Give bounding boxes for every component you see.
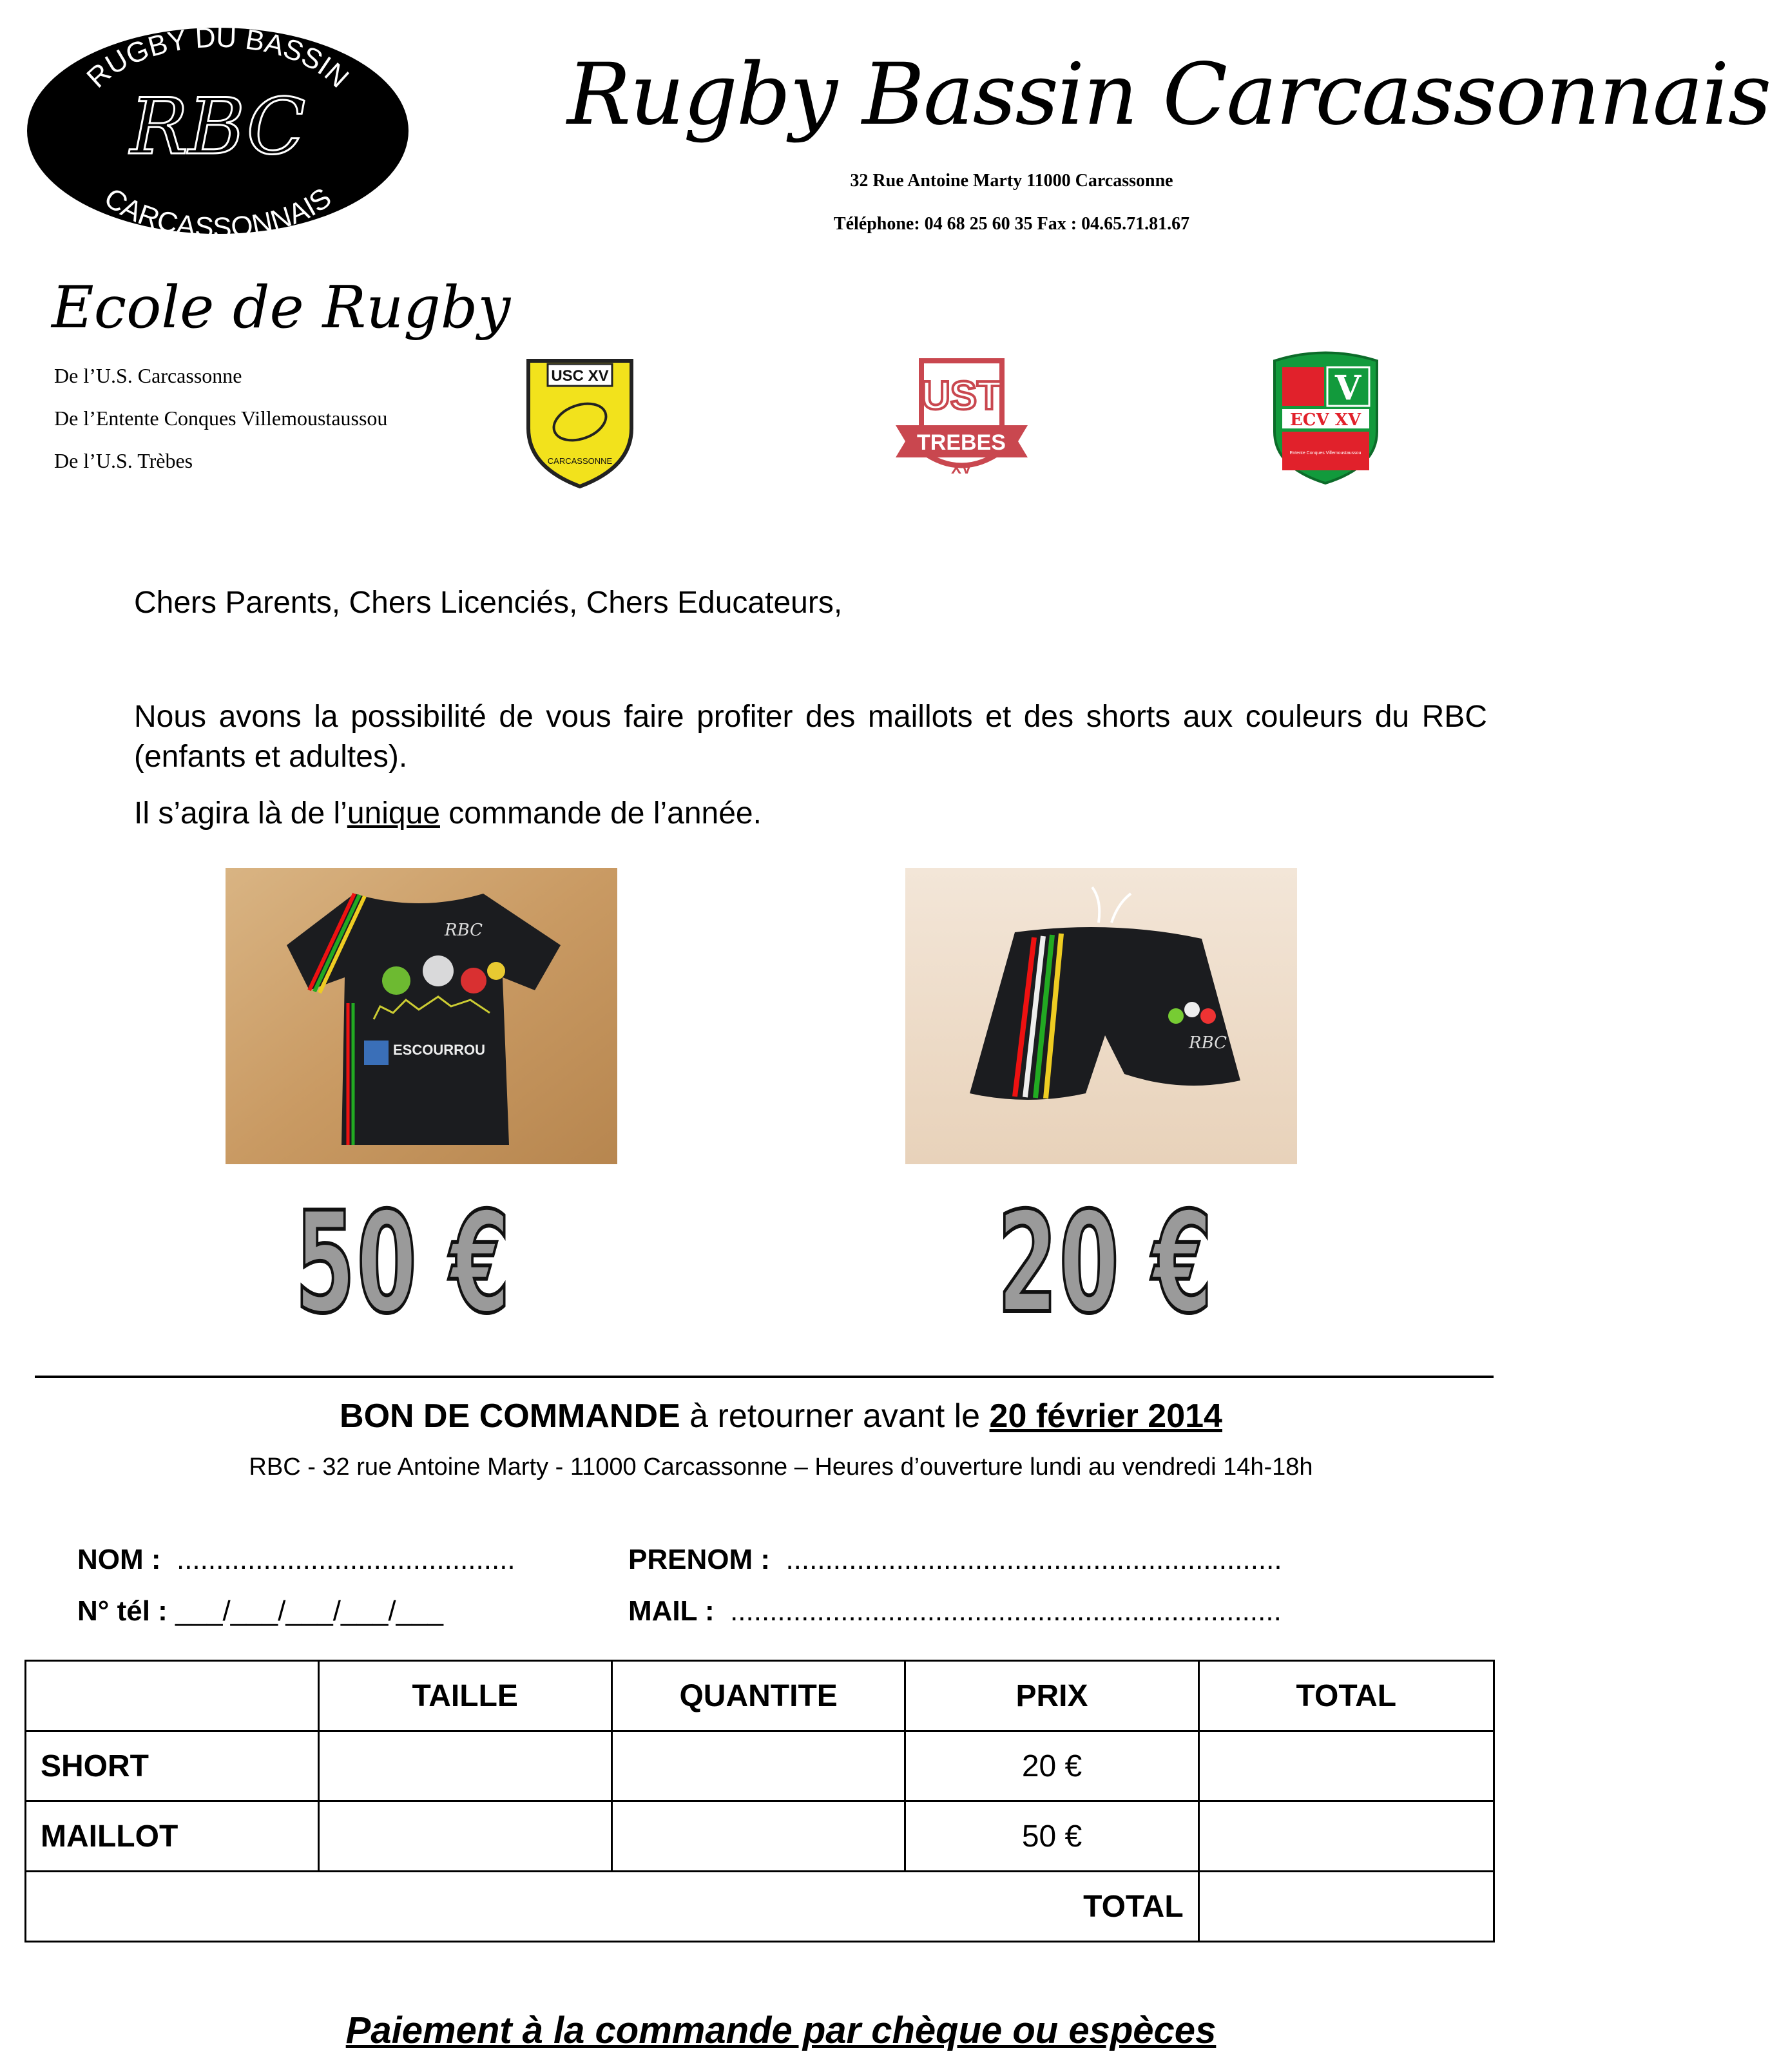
school-line-ust: De l’U.S. Trèbes (54, 449, 193, 472)
table-header-empty (26, 1661, 319, 1731)
row-maillot-label: MAILLOT (26, 1801, 319, 1872)
club-phone: Téléphone: 04 68 25 60 35 Fax : 04.65.71.81.67 (833, 214, 1190, 234)
ust-badge-xv: XV (950, 460, 972, 477)
maillot-price-cell: 50 € (905, 1801, 1198, 1872)
short-total-cell[interactable] (1198, 1731, 1494, 1801)
shirt-sponsor: ESCOURROU (393, 1042, 486, 1058)
table-header-row (26, 1661, 1494, 1731)
shirt-photo (226, 868, 617, 1164)
logo-bottom-text: CARCASSONNAIS (98, 182, 338, 237)
shorts-photo (905, 868, 1297, 1164)
shorts-club-mark: RBC (1189, 1033, 1227, 1053)
payment-note: Paiement à la commande par chèque ou espèces (345, 2010, 1217, 2051)
short-quantite-cell[interactable] (611, 1731, 905, 1801)
usc-badge-title: USC XV (551, 367, 609, 385)
order-title: BON DE COMMANDE à retourner avant le 20 février 2014 (340, 1397, 1222, 1435)
ecv-badge-name: ECV XV (1289, 410, 1361, 430)
maillot-quantite-cell[interactable] (611, 1801, 905, 1872)
grand-total-label: TOTAL (26, 1872, 1199, 1942)
grand-total-cell[interactable] (1198, 1872, 1494, 1942)
school-line-ecv: De l’Entente Conques Villemoustaussou (54, 407, 388, 430)
table-total-row (26, 1872, 1494, 1942)
shirt-club-mark: RBC (445, 921, 483, 940)
ust-badge-city: TREBES (917, 430, 1006, 455)
row-short-label: SHORT (26, 1731, 319, 1801)
club-address: 32 Rue Antoine Marty 11000 Carcassonne (850, 171, 1173, 191)
order-table (24, 1660, 1495, 1942)
maillot-taille-cell[interactable] (318, 1801, 611, 1872)
order-address: RBC - 32 rue Antoine Marty - 11000 Carcassonne – Heures d’ouverture lundi au vendredi 14h-18h (249, 1453, 1313, 1481)
deadline: 20 février 2014 (989, 1397, 1222, 1435)
ecv-badge-letter: V (1334, 369, 1361, 408)
unique-order-paragraph: Il s’agira là de l’unique commande de l’année. (134, 796, 762, 830)
short-taille-cell[interactable] (318, 1731, 611, 1801)
ecv-badge-sub: Entente Conques Villemoustaussou (1289, 451, 1361, 456)
nom-field[interactable]: NOM : ........................................... (77, 1544, 515, 1575)
ust-badge-title: UST (921, 374, 1001, 418)
table-row (26, 1801, 1494, 1872)
intro-paragraph: Nous avons la possibilité de vous faire profiter des maillots et des shorts aux couleurs du RBC (enfants et adultes). (134, 700, 1487, 774)
maillot-total-cell[interactable] (1198, 1801, 1494, 1872)
prenom-field[interactable]: PRENOM : ............................................................... (628, 1544, 1282, 1575)
ecv-xv-badge (1269, 348, 1382, 486)
separator-line (35, 1376, 1494, 1378)
logo-top-text: RUGBY DU BASSIN (81, 24, 355, 94)
table-row (26, 1731, 1494, 1801)
table-header-total: TOTAL (1198, 1661, 1494, 1731)
tel-field[interactable]: N° tél : ___/___/___/___/___ (77, 1595, 444, 1627)
club-name: Rugby Bassin Carcassonnais (567, 45, 1770, 144)
table-header-prix: PRIX (905, 1661, 1198, 1731)
short-price-cell: 20 € (905, 1731, 1198, 1801)
shorts-price: 20 € (997, 1182, 1215, 1344)
table-header-quantite: QUANTITE (611, 1661, 905, 1731)
unique-word: unique (347, 796, 440, 830)
rbc-logo (24, 24, 411, 237)
table-header-taille: TAILLE (318, 1661, 611, 1731)
school-title: Ecole de Rugby (52, 274, 511, 341)
school-line-usc: De l’U.S. Carcassonne (54, 364, 242, 387)
greeting: Chers Parents, Chers Licenciés, Chers Educateurs, (134, 586, 843, 620)
ust-trebes-badge (892, 354, 1031, 483)
mail-field[interactable]: MAIL : ...................................................................... (628, 1595, 1282, 1627)
logo-center-text: RBC (130, 82, 306, 172)
usc-badge-city: CARCASSONNE (547, 456, 613, 466)
usc-xv-badge (522, 351, 638, 490)
shirt-price: 50 € (295, 1182, 512, 1344)
